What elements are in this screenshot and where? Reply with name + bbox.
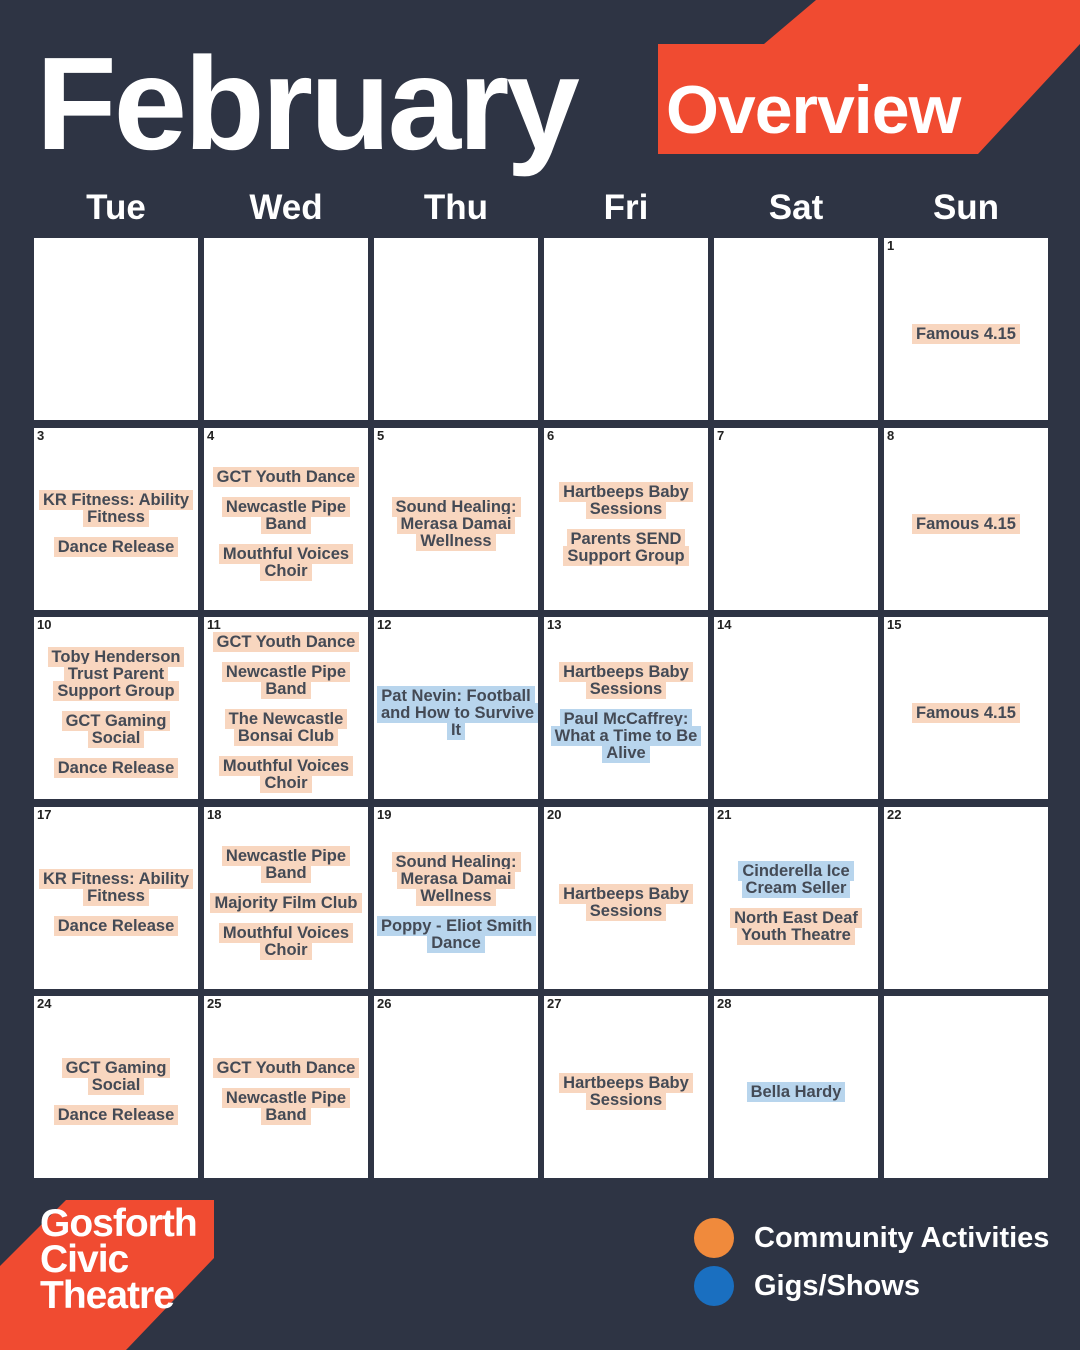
event-title: North East Deaf Youth Theatre (730, 908, 862, 945)
event-title: Bella Hardy (747, 1082, 846, 1102)
calendar-day-cell[interactable] (204, 996, 368, 1178)
gig-event[interactable] (377, 688, 535, 739)
event-title: GCT Youth Dance (213, 1058, 360, 1078)
event-title: GCT Gaming Social (62, 1058, 171, 1095)
event-title: Famous 4.15 (912, 514, 1020, 534)
event-title: KR Fitness: Ability Fitness (39, 490, 193, 527)
day-number: 28 (717, 996, 732, 1011)
calendar-day-cell[interactable] (884, 807, 1048, 989)
gig-event[interactable] (547, 711, 705, 762)
overview-label: Overview (666, 72, 961, 148)
day-number: 26 (377, 996, 392, 1011)
month-title: February (36, 30, 577, 177)
community-event[interactable] (547, 664, 705, 698)
community-event[interactable] (54, 1107, 179, 1124)
day-number: 11 (207, 617, 221, 632)
community-event[interactable] (207, 664, 365, 698)
day-number: 1 (887, 238, 895, 253)
community-event[interactable] (717, 910, 875, 944)
event-title: Pat Nevin: Football and How to Survive It (377, 686, 538, 740)
community-event[interactable] (37, 649, 195, 700)
event-title: Dance Release (54, 1105, 179, 1125)
event-title: Dance Release (54, 537, 179, 557)
calendar-day-cell[interactable] (374, 428, 538, 610)
community-event[interactable] (210, 895, 361, 912)
event-title: Poppy - Eliot Smith Dance (377, 916, 536, 953)
community-event[interactable] (213, 469, 360, 486)
day-number: 12 (377, 617, 392, 632)
calendar-day-cell[interactable] (714, 428, 878, 610)
gig-dot-icon (694, 1266, 734, 1306)
community-event[interactable] (207, 711, 365, 745)
day-number: 4 (207, 428, 215, 443)
community-event[interactable] (207, 758, 365, 792)
calendar-day-cell[interactable] (714, 996, 878, 1178)
event-title: GCT Youth Dance (213, 467, 360, 487)
community-event[interactable] (54, 539, 179, 556)
event-title: GCT Gaming Social (62, 711, 171, 748)
event-title: Mouthful Voices Choir (219, 923, 353, 960)
weekday-sat: Sat (768, 188, 824, 227)
community-event[interactable] (37, 871, 195, 905)
calendar-day-cell[interactable] (34, 428, 198, 610)
community-event[interactable] (377, 854, 535, 905)
gig-event[interactable] (747, 1084, 846, 1101)
event-title: Famous 4.15 (912, 324, 1020, 344)
day-number: 14 (717, 617, 732, 632)
community-event[interactable] (37, 492, 195, 526)
event-title: Hartbeeps Baby Sessions (559, 662, 693, 699)
event-title: The Newcastle Bonsai Club (225, 709, 348, 746)
weekday-header-row (34, 186, 1048, 230)
calendar-day-cell[interactable] (204, 807, 368, 989)
calendar-day-cell[interactable] (884, 238, 1048, 420)
community-event[interactable] (37, 713, 195, 747)
gig-event[interactable] (717, 863, 875, 897)
event-title: Famous 4.15 (912, 703, 1020, 723)
weekday-thu: Thu (423, 188, 489, 227)
community-event[interactable] (207, 1090, 365, 1124)
community-event[interactable] (547, 886, 705, 920)
event-title: Newcastle Pipe Band (222, 662, 350, 699)
logo-line-1: Gosforth (40, 1202, 197, 1245)
calendar-day-cell[interactable] (374, 996, 538, 1178)
calendar-day-cell[interactable] (34, 996, 198, 1178)
day-number: 24 (37, 996, 52, 1011)
calendar-day-cell[interactable] (714, 617, 878, 799)
day-number: 5 (377, 428, 385, 443)
event-title: Toby Henderson Trust Parent Support Group (48, 647, 185, 701)
calendar-day-cell[interactable] (34, 238, 198, 420)
calendar-day-cell[interactable] (34, 617, 198, 799)
calendar-day-cell[interactable] (884, 996, 1048, 1178)
day-number: 19 (377, 807, 392, 822)
community-event[interactable] (912, 705, 1020, 722)
weekday-fri: Fri (603, 188, 649, 227)
calendar-day-cell[interactable] (204, 238, 368, 420)
community-event[interactable] (54, 918, 179, 935)
day-number: 22 (887, 807, 902, 822)
day-number: 10 (37, 617, 52, 632)
theatre-logo (40, 1202, 197, 1317)
weekday-wed: Wed (249, 188, 323, 227)
calendar-day-cell[interactable] (714, 807, 878, 989)
event-title: Sound Healing: Merasa Damai Wellness (392, 497, 521, 551)
weekday-sun: Sun (932, 188, 1000, 227)
day-number: 7 (717, 428, 725, 443)
event-title: Hartbeeps Baby Sessions (559, 482, 693, 519)
calendar-day-cell[interactable] (544, 617, 708, 799)
event-title: Hartbeeps Baby Sessions (559, 1073, 693, 1110)
calendar-day-cell[interactable] (884, 428, 1048, 610)
event-title: Cinderella Ice Cream Seller (738, 861, 853, 898)
day-number: 8 (887, 428, 895, 443)
event-title: Hartbeeps Baby Sessions (559, 884, 693, 921)
day-number: 27 (547, 996, 562, 1011)
calendar-day-cell[interactable] (374, 807, 538, 989)
calendar-day-cell[interactable] (374, 617, 538, 799)
event-title: Parents SEND Support Group (563, 529, 688, 566)
event-title: Mouthful Voices Choir (219, 756, 353, 793)
community-event[interactable] (547, 484, 705, 518)
event-title: GCT Youth Dance (213, 632, 360, 652)
community-event[interactable] (54, 760, 179, 777)
community-event[interactable] (547, 531, 705, 565)
day-number: 17 (37, 807, 52, 822)
day-number: 18 (207, 807, 222, 822)
calendar-day-cell[interactable] (884, 617, 1048, 799)
community-event[interactable] (547, 1075, 705, 1109)
calendar-day-cell[interactable] (544, 238, 708, 420)
event-title: Newcastle Pipe Band (222, 497, 350, 534)
community-dot-icon (694, 1218, 734, 1258)
community-event[interactable] (912, 326, 1020, 343)
event-title: Dance Release (54, 916, 179, 936)
community-event[interactable] (207, 848, 365, 882)
calendar-day-cell[interactable] (544, 996, 708, 1178)
community-event[interactable] (213, 634, 360, 651)
event-title: Majority Film Club (210, 893, 361, 913)
community-event[interactable] (207, 925, 365, 959)
community-event[interactable] (912, 516, 1020, 533)
calendar-day-cell[interactable] (714, 238, 878, 420)
legend-item-community (694, 1214, 1049, 1262)
calendar-day-cell[interactable] (544, 807, 708, 989)
logo-line-2: Civic (40, 1238, 129, 1281)
calendar-day-cell[interactable] (204, 617, 368, 799)
event-title: Newcastle Pipe Band (222, 1088, 350, 1125)
day-number: 15 (887, 617, 902, 632)
day-number: 21 (717, 807, 732, 822)
legend-label-community: Community Activities (754, 1221, 1050, 1254)
community-event[interactable] (207, 546, 365, 580)
event-title: KR Fitness: Ability Fitness (39, 869, 193, 906)
community-event[interactable] (207, 499, 365, 533)
day-number: 13 (547, 617, 562, 632)
calendar-day-cell[interactable] (374, 238, 538, 420)
legend-item-gigs (694, 1262, 1049, 1310)
calendar-day-cell[interactable] (34, 807, 198, 989)
day-number: 25 (207, 996, 222, 1011)
calendar-day-cell[interactable] (544, 428, 708, 610)
logo-line-3: Theatre (40, 1274, 174, 1317)
calendar-day-cell[interactable] (204, 428, 368, 610)
community-event[interactable] (377, 499, 535, 550)
legend (694, 1214, 1049, 1310)
event-title: Newcastle Pipe Band (222, 846, 350, 883)
legend-label-gigs: Gigs/Shows (754, 1269, 920, 1302)
gig-event[interactable] (377, 918, 535, 952)
event-title: Sound Healing: Merasa Damai Wellness (392, 852, 521, 906)
event-title: Mouthful Voices Choir (219, 544, 353, 581)
day-number: 20 (547, 807, 562, 822)
weekday-tue: Tue (86, 188, 146, 227)
event-title: Paul McCaffrey: What a Time to Be Alive (551, 709, 702, 763)
day-number: 6 (547, 428, 555, 443)
event-title: Dance Release (54, 758, 179, 778)
day-number: 3 (37, 428, 45, 443)
community-event[interactable] (37, 1060, 195, 1094)
community-event[interactable] (213, 1060, 360, 1077)
